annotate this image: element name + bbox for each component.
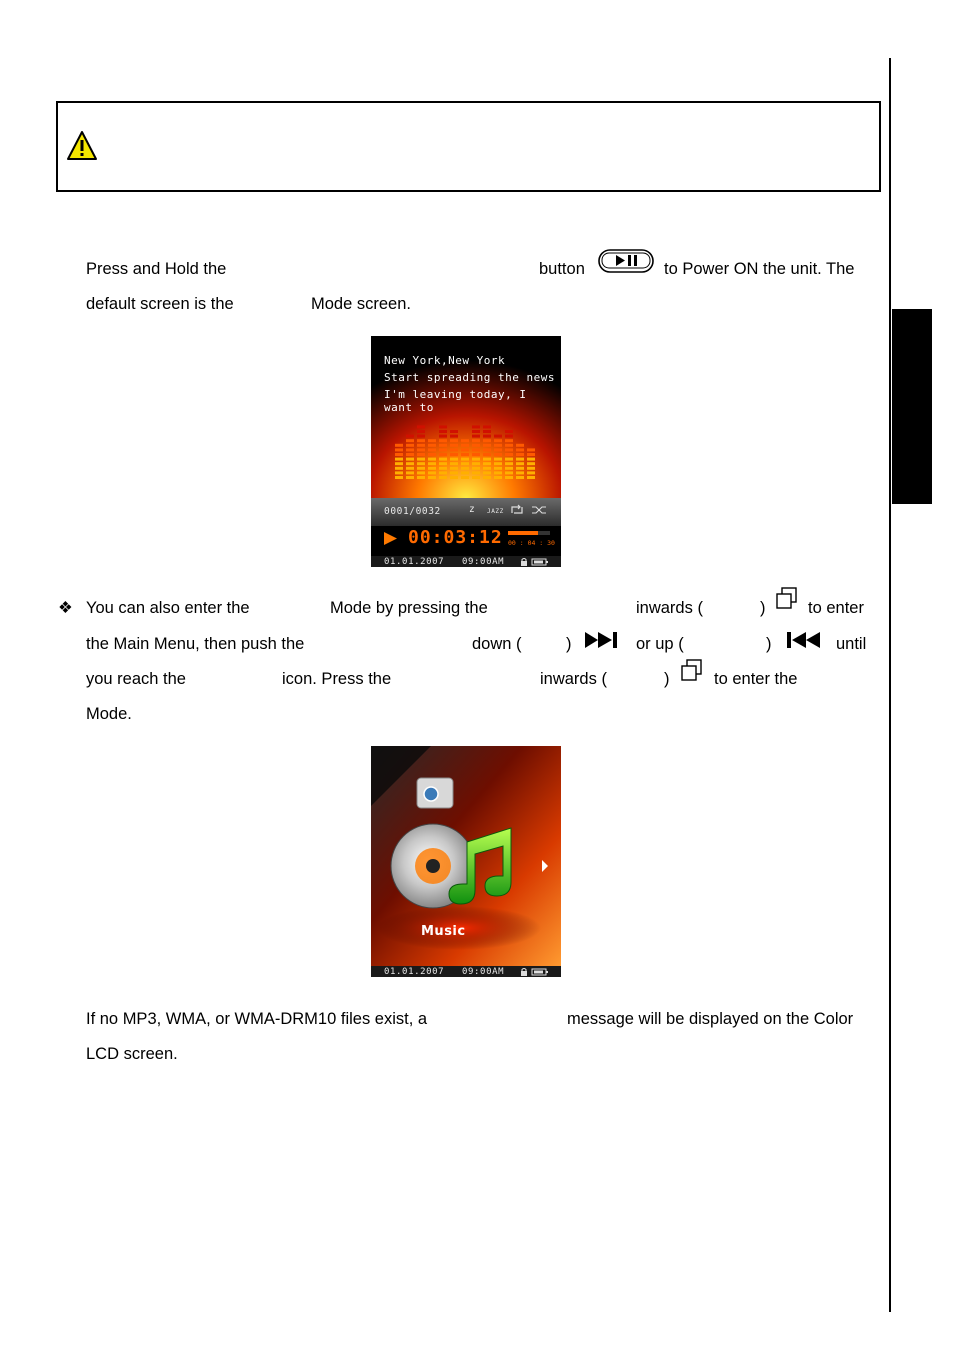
eq-segment <box>450 453 458 456</box>
eq-segment <box>406 462 414 465</box>
eq-segment <box>527 448 535 451</box>
eq-segment <box>505 453 513 456</box>
intro-text: Mode screen. <box>311 295 411 313</box>
eq-segment <box>395 467 403 470</box>
eq-segment <box>472 430 480 433</box>
eq-segment <box>494 467 502 470</box>
eq-segment <box>527 471 535 474</box>
eq-segment <box>417 435 425 438</box>
eq-mode-label: JAZZ <box>487 508 504 515</box>
eq-segment <box>494 444 502 447</box>
eq-segment <box>439 453 447 456</box>
track-counter: 0001/0032 <box>384 506 441 517</box>
eq-segment <box>417 439 425 442</box>
eq-segment <box>428 439 436 442</box>
progress-track <box>508 531 550 535</box>
eq-segment <box>461 439 469 442</box>
eq-segment <box>494 453 502 456</box>
eq-segment <box>483 476 491 479</box>
footer-text: If no MP3, WMA, or WMA-DRM10 files exist, a <box>86 1010 428 1028</box>
eq-segment <box>439 448 447 451</box>
page-edge-rule <box>889 58 891 1312</box>
eq-segment <box>505 462 513 465</box>
eq-segment <box>516 453 524 456</box>
eq-segment <box>505 458 513 461</box>
eq-segment <box>395 471 403 474</box>
eq-segment <box>472 471 480 474</box>
eq-segment <box>417 448 425 451</box>
eq-segment <box>450 439 458 442</box>
eq-segment <box>439 435 447 438</box>
previous-track-icon <box>786 631 824 649</box>
eq-segment <box>483 448 491 451</box>
music-menu-art <box>371 746 561 977</box>
eq-segment <box>472 462 480 465</box>
eq-segment <box>439 439 447 442</box>
eq-segment <box>428 453 436 456</box>
eq-segment <box>483 444 491 447</box>
bullet-text: to enter <box>808 599 864 617</box>
eq-segment <box>527 467 535 470</box>
bullet-text: inwards ( <box>540 670 607 688</box>
sleep-timer-icon: z <box>469 504 476 515</box>
eq-segment <box>439 458 447 461</box>
eq-segment <box>450 467 458 470</box>
eq-segment <box>472 435 480 438</box>
eq-segment <box>439 425 447 428</box>
eq-segment <box>483 435 491 438</box>
eq-segment <box>472 425 480 428</box>
eq-segment <box>417 458 425 461</box>
bullet-text: or up ( <box>636 635 684 653</box>
eq-segment <box>461 476 469 479</box>
eq-segment <box>483 425 491 428</box>
eq-segment <box>483 471 491 474</box>
eq-segment <box>472 444 480 447</box>
eq-segment <box>439 476 447 479</box>
eq-segment <box>428 467 436 470</box>
eq-segment <box>494 439 502 442</box>
eq-segment <box>516 476 524 479</box>
eq-segment <box>505 439 513 442</box>
shuffle-icon <box>531 504 547 516</box>
eq-segment <box>428 471 436 474</box>
eq-segment <box>439 467 447 470</box>
eq-segment <box>406 444 414 447</box>
music-menu-label: Music <box>421 924 466 939</box>
eq-segment <box>450 444 458 447</box>
eq-segment <box>494 435 502 438</box>
eq-segment <box>439 471 447 474</box>
eq-segment <box>494 458 502 461</box>
eq-segment <box>406 467 414 470</box>
eq-segment <box>417 444 425 447</box>
eq-segment <box>417 476 425 479</box>
eq-segment <box>483 430 491 433</box>
eq-segment <box>527 458 535 461</box>
eq-segment <box>516 458 524 461</box>
next-track-icon <box>584 631 622 649</box>
enter-button-icon <box>681 659 703 681</box>
eq-segment <box>439 462 447 465</box>
eq-segment <box>406 476 414 479</box>
eq-segment <box>406 453 414 456</box>
bullet-text: Mode. <box>86 705 132 723</box>
status-date: 01.01.2007 <box>384 557 445 567</box>
lock-battery-icon <box>521 558 549 566</box>
eq-segment <box>527 476 535 479</box>
warning-triangle-icon <box>66 130 98 162</box>
bullet-text: ) <box>566 635 572 653</box>
eq-segment <box>450 458 458 461</box>
eq-segment <box>472 439 480 442</box>
eq-segment <box>516 444 524 447</box>
bullet-text: down ( <box>472 635 522 653</box>
eq-segment <box>450 430 458 433</box>
eq-segment <box>461 444 469 447</box>
eq-segment <box>527 453 535 456</box>
eq-segment <box>450 448 458 451</box>
eq-segment <box>461 458 469 461</box>
eq-segment <box>516 471 524 474</box>
bullet-text: you reach the <box>86 670 186 688</box>
bullet-text: until <box>836 635 867 653</box>
eq-segment <box>417 462 425 465</box>
eq-segment <box>461 448 469 451</box>
eq-segment <box>505 476 513 479</box>
eq-segment <box>417 467 425 470</box>
eq-segment <box>417 453 425 456</box>
chapter-tab <box>892 309 932 504</box>
eq-segment <box>505 467 513 470</box>
repeat-icon <box>510 504 524 516</box>
eq-segment <box>527 462 535 465</box>
warning-box <box>56 101 881 192</box>
footer-text: LCD screen. <box>86 1045 178 1063</box>
eq-segment <box>494 476 502 479</box>
eq-segment <box>395 453 403 456</box>
eq-segment <box>461 471 469 474</box>
eq-segment <box>483 453 491 456</box>
eq-segment <box>461 453 469 456</box>
eq-segment <box>428 462 436 465</box>
bullet-text: ) <box>664 670 670 688</box>
music-player-screenshot <box>371 336 561 567</box>
eq-segment <box>417 430 425 433</box>
lock-battery-icon <box>521 968 549 976</box>
play-state-icon <box>383 531 398 546</box>
eq-segment <box>417 471 425 474</box>
eq-segment <box>395 476 403 479</box>
eq-segment <box>461 467 469 470</box>
enter-button-icon <box>776 587 798 609</box>
bullet-text: ) <box>760 599 766 617</box>
bullet-text: inwards ( <box>636 599 703 617</box>
eq-segment <box>472 453 480 456</box>
eq-segment <box>395 444 403 447</box>
eq-segment <box>494 448 502 451</box>
eq-segment <box>428 458 436 461</box>
eq-segment <box>428 476 436 479</box>
intro-text: Press and Hold the <box>86 260 227 278</box>
bullet-symbol: ❖ <box>58 599 73 617</box>
elapsed-time: 00:03:12 <box>408 527 503 548</box>
eq-segment <box>472 476 480 479</box>
footer-text: message will be displayed on the Color <box>567 1010 854 1028</box>
bullet-text: to enter the <box>714 670 798 688</box>
eq-segment <box>494 462 502 465</box>
eq-segment <box>395 448 403 451</box>
eq-segment <box>439 444 447 447</box>
eq-segment <box>505 430 513 433</box>
eq-segment <box>472 458 480 461</box>
eq-segment <box>483 439 491 442</box>
eq-segment <box>417 425 425 428</box>
lyric-line: I'm leaving today, I want to <box>384 388 527 414</box>
eq-segment <box>483 458 491 461</box>
eq-segment <box>406 471 414 474</box>
bullet-text: icon. Press the <box>282 670 392 688</box>
music-menu-screenshot <box>371 746 561 977</box>
eq-segment <box>516 462 524 465</box>
eq-segment <box>406 439 414 442</box>
eq-segment <box>483 462 491 465</box>
bullet-text: the Main Menu, then push the <box>86 635 305 653</box>
status-clock: 09:00AM <box>462 557 505 567</box>
eq-segment <box>450 435 458 438</box>
bullet-text: ) <box>766 635 772 653</box>
eq-segment <box>395 462 403 465</box>
eq-segment <box>505 444 513 447</box>
eq-segment <box>505 448 513 451</box>
play-pause-button-icon <box>598 249 654 273</box>
intro-text: default screen is the <box>86 295 234 313</box>
eq-segment <box>428 448 436 451</box>
intro-text: to Power ON the unit. The <box>664 260 855 278</box>
eq-segment <box>472 448 480 451</box>
total-time: 00 : 04 : 30 <box>508 539 555 547</box>
eq-segment <box>428 444 436 447</box>
eq-segment <box>505 435 513 438</box>
eq-segment <box>450 471 458 474</box>
eq-segment <box>439 430 447 433</box>
eq-segment <box>461 462 469 465</box>
status-clock: 09:00AM <box>462 967 505 977</box>
eq-segment <box>505 471 513 474</box>
eq-segment <box>483 467 491 470</box>
eq-segment <box>516 467 524 470</box>
status-date: 01.01.2007 <box>384 967 445 977</box>
lyric-line: New York,New York <box>384 354 506 367</box>
eq-segment <box>472 467 480 470</box>
bullet-text: Mode by pressing the <box>330 599 488 617</box>
intro-text: button <box>539 260 585 278</box>
eq-segment <box>406 448 414 451</box>
eq-segment <box>406 435 414 438</box>
eq-segment <box>516 448 524 451</box>
lyric-line: Start spreading the news <box>384 371 555 384</box>
eq-segment <box>395 458 403 461</box>
progress-fill <box>508 531 538 535</box>
eq-segment <box>450 476 458 479</box>
eq-segment <box>406 458 414 461</box>
eq-segment <box>450 462 458 465</box>
eq-segment <box>494 471 502 474</box>
bullet-text: You can also enter the <box>86 599 250 617</box>
